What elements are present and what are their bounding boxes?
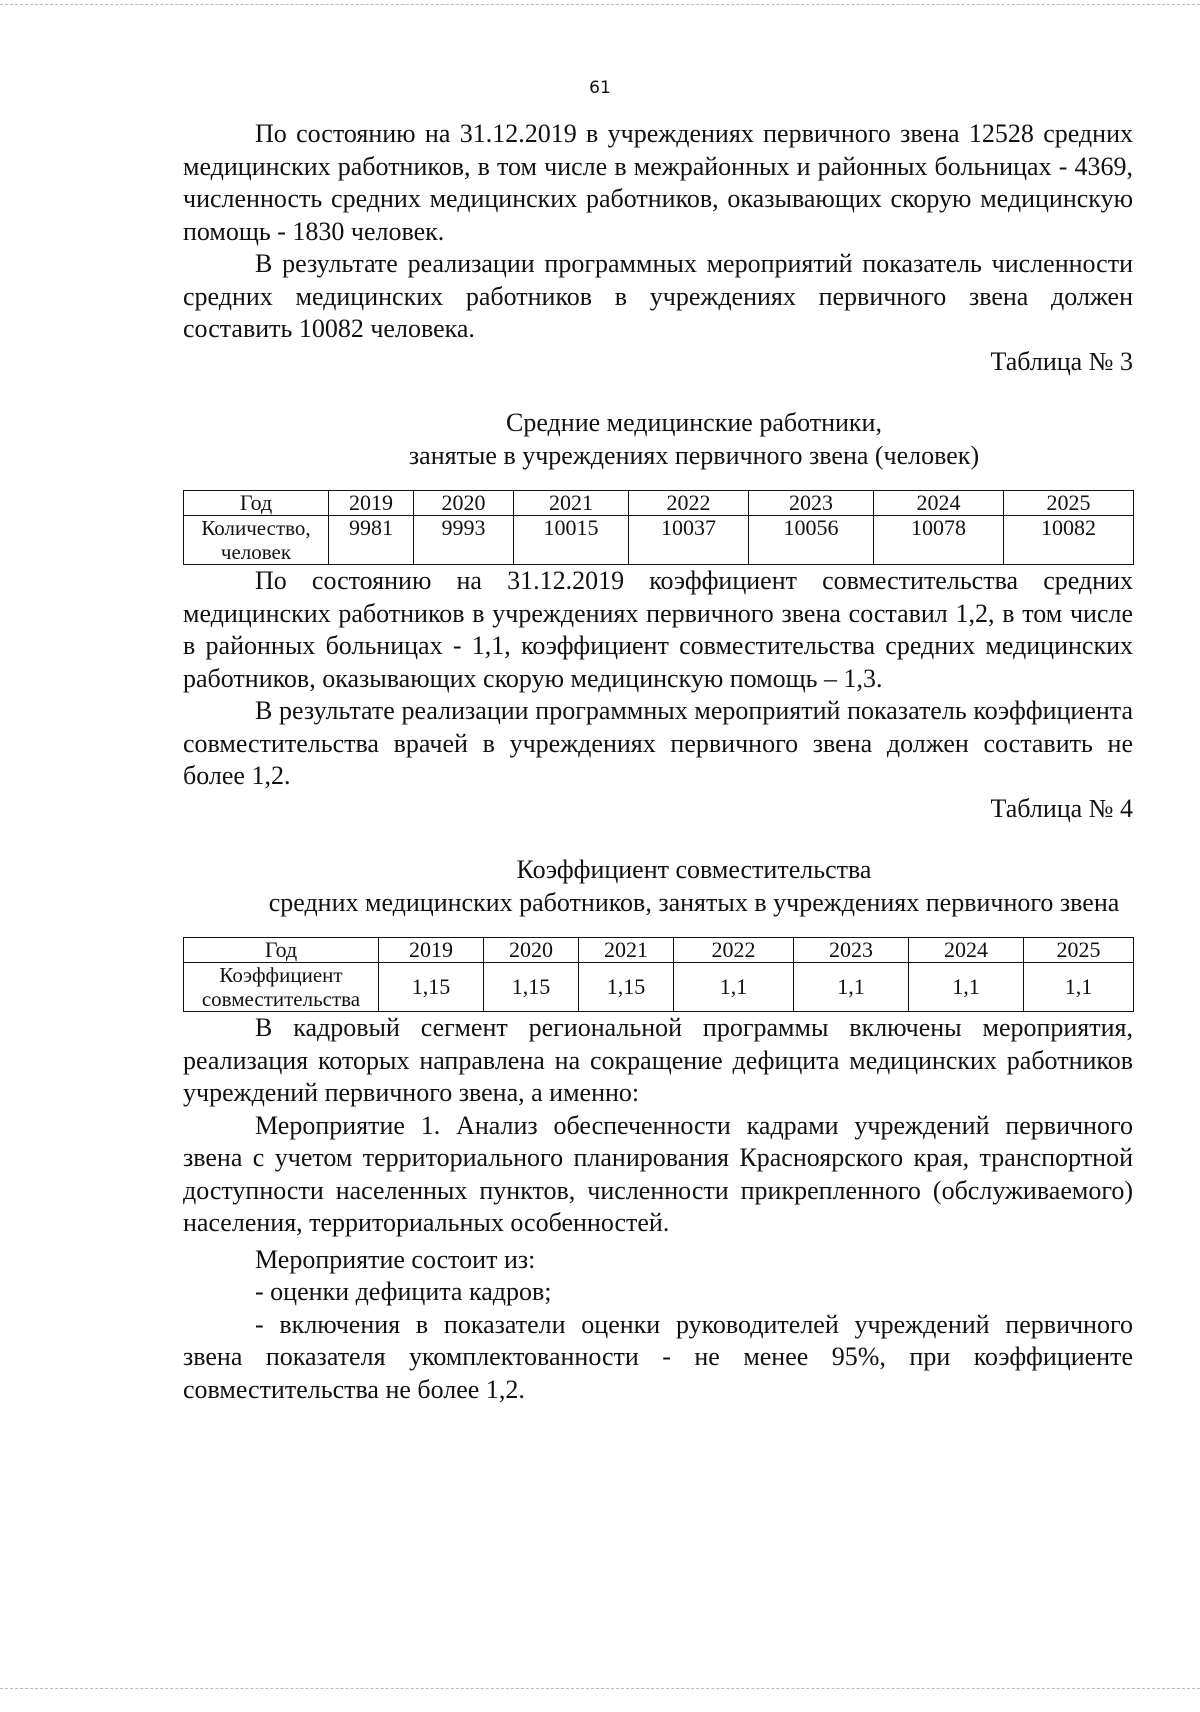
table4-year: 2021 [579,938,674,963]
list-item-2: - включения в показатели оценки руководителей учреждений первичного звена показателя укомплектованности - не менее 95%, при коэффициенте совместительства не более 1,2. [183,1309,1133,1404]
table3-year: 2023 [749,491,874,516]
table4-value: 1,1 [1024,963,1134,1012]
table4-caption: Таблица № 4 [990,793,1133,823]
table4-value: 1,1 [794,963,909,1012]
table3-value: 10037 [629,516,749,565]
scan-edge-bottom [0,1688,1200,1690]
table4-year: 2019 [379,938,484,963]
table4-title-line1: Коэффициент совместительства [516,855,872,884]
table4-header-label: Год [184,938,379,963]
table4-year: 2024 [909,938,1024,963]
table3-value: 10015 [514,516,629,565]
table3-year: 2021 [514,491,629,516]
table3-value: 9993 [414,516,514,565]
paragraph-2: В результате реализации программных мероприятий показатель численности средних медицинских работников в учреждениях первичного звена должен составить 10082 человека. [183,249,1133,343]
table3-year: 2024 [874,491,1004,516]
table3-year: 2022 [629,491,749,516]
paragraph-6: Мероприятие 1. Анализ обеспеченности кадрами учреждений первичного звена с учетом территориального планирования Красноярского края, транспортной доступности населенных пунктов, численности прикрепленного (обслуживаемого) населения, территориальных особенностей. [183,1110,1133,1237]
table3-title-line1: Средние медицинские работники, [506,408,882,437]
table4-title-line2: средних медицинских работников, занятых в учреждениях первичного звена [268,888,1120,917]
paragraph-7: Мероприятие состоит из: [255,1244,536,1274]
table3-title-line2: занятые в учреждениях первичного звена (человек) [408,441,980,470]
table3-value: 9981 [329,516,414,565]
paragraph-5: В кадровый сегмент региональной программы включены мероприятия, реализация которых направлена на сокращение дефицита медицинских работников учреждений первичного звена, а именно: [183,1013,1133,1107]
table3-data-row [184,516,1134,565]
table3-year: 2019 [329,491,414,516]
table3-value: 10078 [874,516,1004,565]
table4-year: 2023 [794,938,909,963]
paragraph-4: В результате реализации программных мероприятий показатель коэффициента совместительства врачей в учреждениях первичного звена должен составить не более 1,2. [183,696,1133,790]
page-number: 61 [589,78,611,98]
table4-year: 2022 [674,938,794,963]
table3-header-row [184,491,1134,516]
table3-value: 10056 [749,516,874,565]
table4 [183,937,1134,1012]
table3-year: 2025 [1004,491,1134,516]
table4-row-label: Коэффициент совместительства [184,963,379,1012]
table3-row-label: Количество, человек [184,516,329,565]
table3 [183,490,1134,565]
table3-value: 10082 [1004,516,1134,565]
table4-value: 1,1 [909,963,1024,1012]
scan-edge-top [0,4,1200,6]
table4-value: 1,15 [379,963,484,1012]
table4-data-row [184,963,1134,1012]
paragraph-1: По состоянию на 31.12.2019 в учреждениях первичного звена 12528 средних медицинских работников, в том числе в межрайонных и районных больницах - 4369, численность средних медицинских работников, оказывающих скорую медицинскую помощь - 1830 человек. [183,119,1133,246]
table3-header-label: Год [184,491,329,516]
table4-value: 1,1 [674,963,794,1012]
document-body [183,118,1133,1406]
table4-header-row [184,938,1134,963]
table4-year: 2020 [484,938,579,963]
table4-value: 1,15 [579,963,674,1012]
paragraph-3: По состоянию на 31.12.2019 коэффициент совместительства средних медицинских работников в учреждениях первичного звена составил 1,2, в том числе в районных больницах - 1,1, коэффициент совместительства средних медицинских работников, оказывающих скорую медицинскую помощь – 1,3. [183,566,1133,693]
table4-value: 1,15 [484,963,579,1012]
table3-year: 2020 [414,491,514,516]
table3-caption: Таблица № 3 [990,346,1133,376]
table4-year: 2025 [1024,938,1134,963]
list-item-1: - оценки дефицита кадров; [255,1277,552,1306]
